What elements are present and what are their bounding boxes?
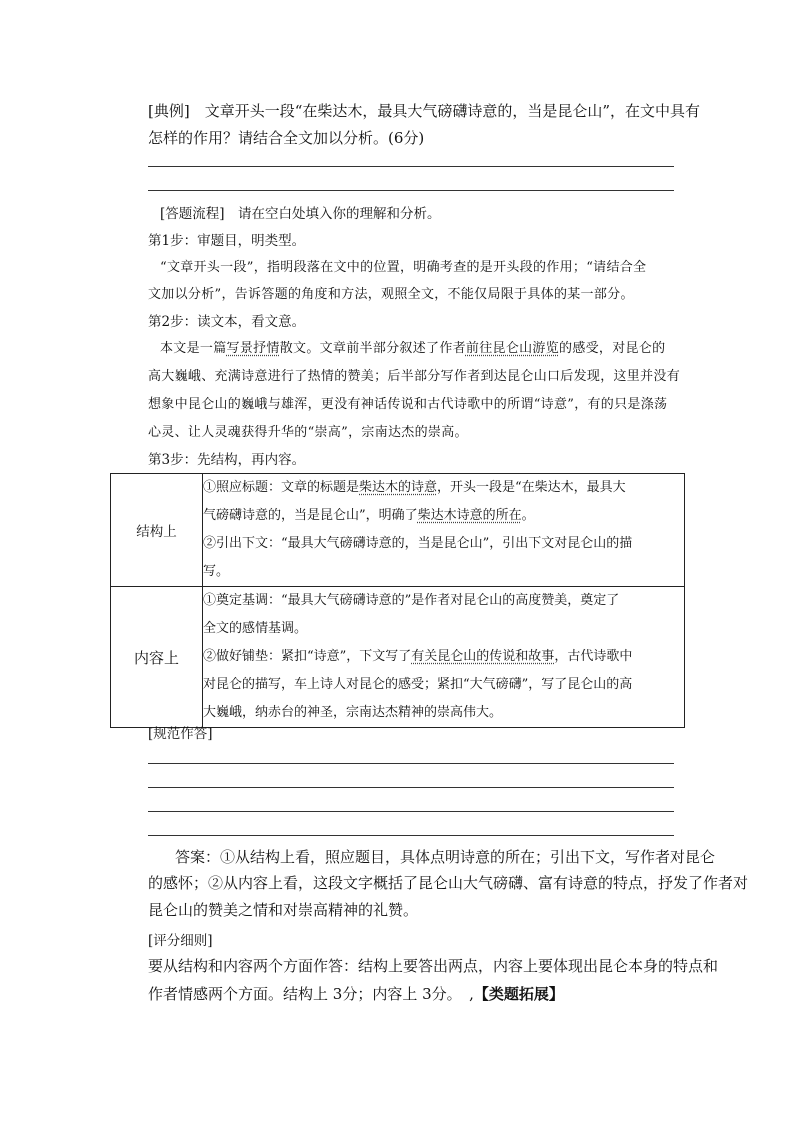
content-point-2-line-1: ②做好铺垫：紧扣“诗意”，下文写了有关昆仑山的传说和故事，古代诗歌中: [203, 649, 633, 664]
table-row-structure: [111, 474, 685, 587]
answer-blank-line: [148, 763, 674, 764]
step-2-text-line-2: 高大巍峨、充满诗意进行了热情的赞美；后半部分写作者到达昆仑山口后发现，这里并没有: [148, 369, 681, 384]
answer-line-3: 昆仑山的赞美之情和对崇高精神的礼赞。: [148, 901, 419, 919]
scoring-line-2: 作者情感两个方面。结构上 3分；内容上 3分。 ,【类题拓展】: [148, 985, 564, 1003]
step-1-title: 第1步：审题目，明类型。: [148, 233, 306, 249]
step-2-title: 第2步：读文本，看文意。: [148, 314, 306, 330]
table-row-content: [111, 587, 685, 728]
step-2-text-line-4: 心灵、让人灵魂获得升华的“崇高”，宗南达杰的崇高。: [148, 425, 468, 440]
content-point-2-line-2: 对昆仑的描写，车上诗人对昆仑的感受；紧扣“大气磅礴”，写了昆仑山的高: [203, 677, 633, 692]
answer-line-1: 答案：①从结构上看，照应题目，具体点明诗意的所在；引出下文，写作者对昆仑: [175, 848, 716, 866]
structure-point-1-line-2: 气磅礴诗意的，当是昆仑山”，明确了柴达木诗意的所在。: [203, 508, 535, 523]
step-3-title: 第3步：先结构，再内容。: [148, 452, 306, 468]
content-content: [203, 587, 685, 728]
structure-point-1-line-1: ①照应标题：文章的标题是柴达木的诗意，开头一段是“在柴达木，最具大: [203, 480, 626, 495]
structure-content: [203, 474, 685, 587]
analysis-table: [110, 473, 685, 728]
answer-blank-line: [148, 190, 674, 191]
structure-header: 结构上: [111, 474, 203, 587]
content-point-1-line-2: 全文的感情基调。: [203, 621, 308, 636]
scoring-line-1: 要从结构和内容两个方面作答：结构上要答出两点，内容上要体现出昆仑本身的特点和: [148, 957, 719, 975]
example-question-line-1: [典例] 文章开头一段“在柴达木，最具大气磅礴诗意的，当是昆仑山”，在文中具有: [148, 102, 701, 120]
answer-blank-line: [148, 811, 674, 812]
step-1-text-line-1: “文章开头一段”，指明段落在文中的位置，明确考查的是开头段的作用；“请结合全: [160, 260, 647, 275]
structure-point-2-line-2: 写。: [203, 564, 230, 579]
similar-topic-label: 【类题拓展】: [473, 985, 564, 1003]
content-point-1-line-1: ①奠定基调：“最具大气磅礴诗意的”是作者对昆仑山的高度赞美，奠定了: [203, 593, 620, 608]
content-point-2-line-3: 大巍峨，纳赤台的神圣，宗南达杰精神的崇高伟大。: [203, 705, 503, 720]
structure-point-2-line-1: ②引出下文：“最具大气磅礴诗意的，当是昆仑山”，引出下文对昆仑山的描: [203, 536, 633, 551]
content-header: 内容上: [111, 587, 203, 728]
standard-answer-title: [规范作答]: [148, 726, 213, 742]
answer-blank-line: [148, 835, 674, 836]
answer-blank-line: [148, 787, 674, 788]
answer-blank-line: [148, 166, 674, 167]
step-2-text-line-1: 本文是一篇写景抒情散文。文章前半部分叙述了作者前往昆仑山游览的感受，对昆仑的: [160, 341, 666, 356]
scoring-title: [评分细则]: [148, 933, 213, 949]
step-2-text-line-3: 想象中昆仑山的巍峨与雄浑，更没有神话传说和古代诗歌中的所谓“诗意”，有的只是涤荡: [148, 397, 668, 412]
step-1-text-line-2: 文加以分析”，告诉答题的角度和方法，观照全文，不能仅局限于具体的某一部分。: [148, 287, 634, 302]
answer-line-2: 的感怀；②从内容上看，这段文字概括了昆仑山大气磅礴、富有诗意的特点，抒发了作者对: [148, 874, 749, 892]
answer-flow-title: [答题流程] 请在空白处填入你的理解和分析。: [160, 206, 441, 222]
example-question-line-2: 怎样的作用？请结合全文加以分析。(6分): [148, 129, 425, 147]
